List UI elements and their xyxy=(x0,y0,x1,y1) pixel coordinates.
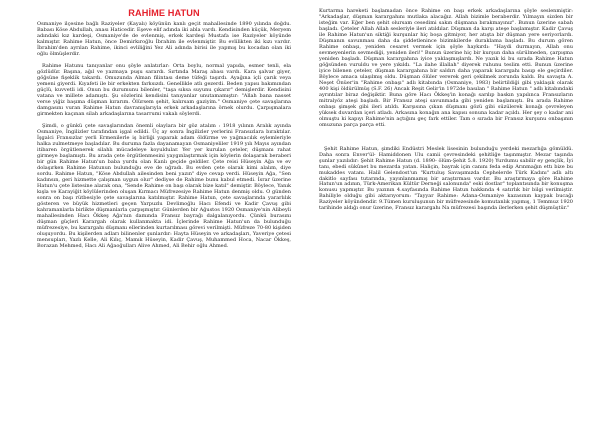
paragraph: Şimdi, o günkü çete savaşlarından önemli olaylara bir göz atalım : 1918 yılının Aralık ayında Osmaniye, İngilizler tarafından işgal edildi. Üç ay sonra İngilizler yerlerini Fransızlara bıraktılar. İşgalci Fransızlar yerli Ermenilerle iş birliği yaparak adam öldürme ve yağmacılık eylemleriyle halka zulmetmeye başladılar. Bu duruma fazla dayanamayan Osmaniyeliler 1919 yılı Mayıs ayından itibaren örgütlenerek silahlı mücadeleye koyuldular. Yer yer kurulan çeteler, düşmanı rahat girmeye başlamıştı. Bu arada çete örgütlenmesini yaygınlaştırmak için köylerin dolaşarak beraberi bir gün Rahime Hatun'un baba yurdu olan Kanlı geçide geldiler. Çete reisi Hüseyin Ağa ve ev dolaşırken Rahime Hatunun bulunduğu eve de uğradı. Bu evden çete olarak kimi alalım, diye sordu. Rahime Hatun, "Köse Abdullah ailesinden beni yazın" diye cevap verdi. Hüseyin Ağa, "Sen kadınsın, geri hizmette çalışman uygun olur" dediyse de Rahime bunu kabul etmedi. İsrar üzerine Hatun'u çete listesine alarak ona, "Sende Rahime on başı olarak bize katıl" demiştir. Böylece, Yanık kışla ve Karayiğit köylülerinden oluşan Kırmacı Müfrezesiye Rahime Hatun denmiş oldu. O günden sonra on başı rütbesiyle çete savaşlarına katılmıştır. Rahime Hatun, çete savaşlarında yararlılık gösteren ve büyük hizmetleri geçen Yarpuzlu Devlimoğlu Hacı Efendi ve Kadir Çavuş gibi kahramanlarla birlikte düşmanlarla çarpışmıştır. Günlerden bir Ağustos 1920 Osmaniye'nin Alibeyli mahallesinden Hacı Ökkeş Ağa'nın damında Fransız bayrağı dalgalanıyordu. Çünkü burasını düşman güçleri Karargah olarak kullanmakta idi. İçlerinde Rahime Hatun'un da bulunduğu müfrezesiye, bu karargahı düşmanı ellerinden kurtarılması görevi verilmişti. Müfreze 70-80 kişiden oluşuyordu. Bu kişilerden adları bilinenler şunlardır: Hayta Hüseyin ve arkadaşları, Yaveriye çetesi mensupları, Yazlı Kelle, Ali Kılıç, Mamık Hüseyin, Kadir Çavuş, Muhammed Hoca, Nacar Ökkeş, Borazan Mehmed, Hacı Ali Ağaoğulları Alive Ahmed, Ali Behir oğlu Ahmed. xyxy=(37,122,291,249)
paragraph: Kurtarma hareketi başlamadan önce Rahime on başı erkek arkadaşlarına şöyle seslenmiştir: "Arkadaşlar, düşman karargahını mutlaka alacağız. Allah bizimle beraberdir. Yılmayın sizden bir isteğim var. Eğer ben şehit olursam cesedimi sakın düşmana bırakmayınız". Bunun üzerine sabah başladı. Çeteler Allah Allah sesleriyle ileri atıldılar. Düşman da karşı ateşe başlamıştır. Kadir Çavuş ile Rahime Hatun'un siktiği kurşunlar hiç boşa gitmiyor, her atışta bir düşman yere seriyorlardı. Düşmanın savunması daha da şiddetlenince bizimkilerde duraklama başladı. Bu durum gören Rahime onbaşı, yeniden cesaret vermek için şöyle haykırdı: "Haydi durmayın, Allah onu sevmeyenlerin sevmediği, yeniden ileri!" Bunun üzerine hiç bir kurşun daha sürülmeden, çarpışma yeniden başladı. Düşman karargahına iyice yaklaşmışlardı. Ne yazık ki bu sırada Rahime Hatun göğsünden vuruldu ve yere yıkıldı. "La ilahe illallah" diyerek ruhunu teslim etti. Bunun üzerine iyice bilenen çeteler, düşman karargahına bir saldırı daha yaparak karargahı basıp ele geçirdiler. Böylece amaca ulaşılmış oldu. Düşman ölüler vererek geri çekilmek zorunda kaldı. Bu savaşta A. Neşet Önüer'in "Rahime onbaşı" adlı kitabında (Osmaniye, 1983) belirtildiği gibi yaklaşık olarak 400 kişi öldürülmüş (S.F. 26) Ancak Reşit Gelir'in 1972de basılan " Rahime Hatun " adlı kitabındaki ayrıntılar biraz değişiktir. Buna göre Hacı Ökkeş'in konağı sarılıp baskın yapılınca Fransızların mitralyöz ateşi başladı. Bir Fransız ateşi savunmada gibi yeniden başlamıştı. Bu arada Rahime onbaşı şimşek gibi ileri atıldı. Karşısına çıkan düşmanı gözü gibi süzülerek konağı çevreleyen yüksek duvardan içeri atladı. Arkasına konağın ana kapısı sonuna kadar açıldı. Her şey o kadar ani olmuştu ki kapıyı Rahime'nin açtığını geç fark ettiler. Tam o sırada bir Fransız kurşunu onbaşının omuzuna parça parça etti. xyxy=(319,8,573,128)
paragraph: Şehit Rahime Hatun, şimdiki Endüstri Meslek lisesinin bulunduğu yerdeki mezarlığa gömüldü. Daha sonra Enver'ül- Hamiddonen Ulu camii çevresindeki şehitliğe taşınmıştır. Mezar taşında şunlar yazılıdır: Şehit Rahime Hatun (d. 1890- ölüm-Şehit 5.8. 1920) Yurdumu sabilir ey gençlik, İyi tanı, ebedi sükûnet bu mezarda yatan. Haliçin, bayrak için canını feda edip Arınmağın ettı bize bu mukaddes vatanı. Halil Gelendost'un "Kurtuluş Savaşımızda Cephelerde Türk Kadını" adlı altı dakitlo sayfası tutarında, yayınlanmamış bir araştırması vardır. Bu araştırmaya göre Rahime Hatun'un adının, Türk-Amerikan Kültür Derneği salonunda" eski dostlar" toplantısında bir konuşma konusu yapmıştır. Bu yazının 4.sayfasında Rahime Hatun hakkında 4 satırlık bir bilgi verilmiştir. Bahiliyle olduğu gibi aktarıyorum: "Tayyar Rahime: Adana-Osmaniye kazasının kaypak bucağı Raziyeler köyündendir. 9.Tümen kuruluşunun bir müfrezesinde komutanlık yapmış, 1 Temmuz 1920 tarihinde aldığı onur üzerine, Fransız karargahı Na müfrezesi başında ilerlerken şehit düşmüştür." xyxy=(319,145,573,212)
page-title: RAHİME HATUN xyxy=(128,8,200,18)
left-column xyxy=(37,8,291,249)
paragraph: Rahime Hatunu tanıyanlar onu şöyle anlatırlar: Orta boylu, normal yapıda, esmer tenli, ela gözlüdür. Başına, ağıl ve yazmaya puşu sarardı. Sırtında Maraş abası vardı. Kara şalvar giyer, göğsüne fişeklik takardı. Omuzunda Alman filintası deme tüfeği taşırdı. Ayağına içli çarık veya yemeni giyerdi. Kıyafeti ile bir erkekten farksızdı. Genellikle atlı gezerdi. Beden yapısı bakımından güçlü, kuvvetli idi. Onun bu durumunu bilenler, "taşa sıksa suyunu çıkarır" demişlerdir. Kendisini vatana ve millete adamıştı. Şu sözlerini kendisini tanıyanlar unutamamıştır: "Allah bana nasset verse yiğiz başıma düşman kırarım. Ölürsem şehit, kalırsam gaziyim." Osmaniye çete savaşlarına damgasını vuran Rahime Hatun davranışlarıyla erkek arkadaşlarına örnek olurdu. Çarpışmalara girmekten kaçınan silah arkadaşlarına tasarrumi vakalı söylerdi. xyxy=(37,63,291,117)
right-column xyxy=(319,8,573,211)
paragraph: Osmaniye ilçesine bağlı Raziyeler (Kayalı) köyünün kanlı geçit mahallesinde 1890 yılında doğdu. Babası Köse Abdullah, anası Haticedir. Eşeve elif adında iki abla vardı. Kendisinden küçük, Meryem adındaki kız kardeşi, Osmaniye'de de evlenmiş, erkek kardeşi Mustafa ise Raziyeler köyünde kalmıştır. Rahime Hatun, önce Demirkıroğlu İbrahim ile evlenmiştir. Bu evlilikten iki kızı vardır. İbrahim'den ayrılan Rahime, ikinci evliliğini Yez Ali adında birisi ile yapmış bu kocadan olan iki oğlu ölmüşlerdir. xyxy=(37,21,291,58)
